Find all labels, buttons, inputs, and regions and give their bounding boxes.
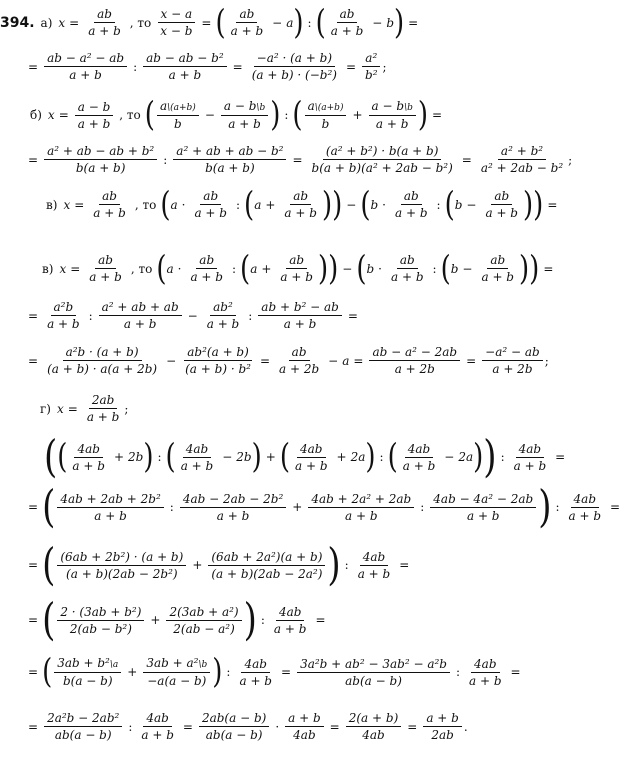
part-g-label: г) bbox=[40, 401, 51, 416]
part-a-condition: 394. а) x = $\frac{ab}{a + b}$ , то $\frac{x - a}{x - b}$ = ( $\frac{ab}{a + b}$ − a ) : ( $\frac{ab}{a + b}$ − b ) = bbox=[0, 3, 419, 43]
part-g-step2: = ( $\frac{\text{(6ab + 2b²) · (a + b)}}{\text{(a + b)(2ab − 2b²)}}$ + $\frac{\text{(6ab + 2a²)(a + b)}}{\text{(a + b)(2ab − 2a²)}}$ ) : $\frac{4ab}{a + b}$ = bbox=[28, 539, 410, 591]
part-a-step1: = $\frac{\text{ab − a² − ab}}{a + b}$ : $\frac{\text{ab − ab − b²}}{a + b}$ = $\frac{\text{−a² · (a + b)}}{\text{(a + b) · (−b²)}}$ = $\frac{\text{a²}}{\text{b²}}$ ; bbox=[28, 51, 387, 82]
part-g-step1: = ( $\frac{\text{4ab + 2ab + 2b²}}{a + b}$ : $\frac{\text{4ab − 2ab − 2b²}}{a + b}$ + $\frac{\text{4ab + 2a² + 2ab}}{a + b}$ : $\frac{\text{4ab − 4a² − 2ab}}{a + b}$ ) : $\frac{4ab}{a + b}$ = bbox=[28, 481, 621, 533]
problem-number: 394. bbox=[0, 14, 35, 31]
part-v-label: в) bbox=[42, 261, 54, 276]
part-v-first-label: в) bbox=[46, 197, 58, 212]
part-v-first-condition: в) x = $\frac{ab}{a + b}$ , то ( a · $\frac{ab}{a + b}$ : ( a + $\frac{ab}{a + b}$ ) ) − ( b · $\frac{ab}{a + b}$ : ( b − $\frac{ab}{a + b}$ ) ) = bbox=[46, 185, 558, 224]
part-g-step4: = ( $\frac{\text{3ab + b²\textbackslash{}a}}{b(a - b)}$ + $\frac{\text{3ab + a²\textbackslash{}b}}{-a(a - b)}$ ) : $\frac{4ab}{a + b}$ = $\frac{\text{3a²b + ab² − 3ab² − a²b}}{ab(a - b)}$ : $\frac{4ab}{a + b}$ = bbox=[28, 652, 521, 692]
part-b-label: б) bbox=[30, 108, 42, 122]
part-g-step3: = ( $\frac{\text{2 · (3ab + b²)}}{\text{2(ab − b²)}}$ + $\frac{\text{2(3ab + a²)}}{\text{2(ab − a²)}}$ ) : $\frac{4ab}{a + b}$ = bbox=[28, 594, 326, 646]
part-v-condition: в) x = $\frac{ab}{a + b}$ , то ( a · $\frac{ab}{a + b}$ : ( a + $\frac{ab}{a + b}$ ) ) − ( b · $\frac{ab}{a + b}$ : ( b − $\frac{ab}{a + b}$ ) ) = bbox=[42, 249, 554, 288]
part-v-step2: = $\frac{\text{a²b · (a + b)}}{(a + b) \cdot a(a + 2b)}$ − $\frac{\text{ab²(a + b)}}{\text{(a + b) · b²}}$ = $\frac{ab}{a + 2b}$ − a = $\frac{\text{ab − a² − 2ab}}{a + 2b}$ = $\frac{\text{−a² − ab}}{a + 2b}$ ; bbox=[28, 345, 549, 376]
part-a-label: а) bbox=[40, 15, 53, 30]
part-g-step5: = $\frac{\text{2a²b − 2ab²}}{ab(a - b)}$ : $\frac{4ab}{a + b}$ = $\frac{2ab(a - b)}{ab(a - b)}$ · $\frac{a + b}{4ab}$ = $\frac{2(a + b)}{4ab}$ = $\frac{a + b}{2ab}$ . bbox=[28, 711, 468, 742]
part-g-condition: г) x = $\frac{2ab}{a + b}$ ; bbox=[40, 393, 129, 424]
part-v-step1: = $\frac{\text{a²b}}{a + b}$ : $\frac{\text{a² + ab + ab}}{a + b}$ − $\frac{\text{ab²}}{a + b}$ : $\frac{\text{ab + b² − ab}}{a + b}$ = bbox=[28, 300, 358, 331]
part-g-step0: ( ( $\frac{4ab}{a + b}$ + 2b ) : ( $\frac{4ab}{a + b}$ − 2b ) + ( $\frac{4ab}{a + b}$ + 2a ) : ( $\frac{4ab}{a + b}$ − 2a ) ) : $\frac{4ab}{a + b}$ = bbox=[44, 431, 566, 483]
part-b-step1: = $\frac{\text{a² + ab − ab + b²}}{b(a + b)}$ : $\frac{\text{a² + ab + ab − b²}}{b(a + b)}$ = $\frac{\text{(a² + b²) · b(a + b)}}{\text{b(a + b)(a² + 2ab − b²)}}$ = $\frac{\text{a² + b²}}{\text{a² + 2ab − b²}}$ ; bbox=[28, 144, 573, 175]
part-b-condition: б) x = $\frac{a - b}{a + b}$ , то ( $\frac{a\backslash(a+b)}{b}$ − $\frac{a - b\backslash b}{a + b}$ ) : ( $\frac{a\backslash(a+b)}{b}$ + $\frac{a - b\backslash b}{a + b}$ ) = bbox=[30, 95, 443, 135]
